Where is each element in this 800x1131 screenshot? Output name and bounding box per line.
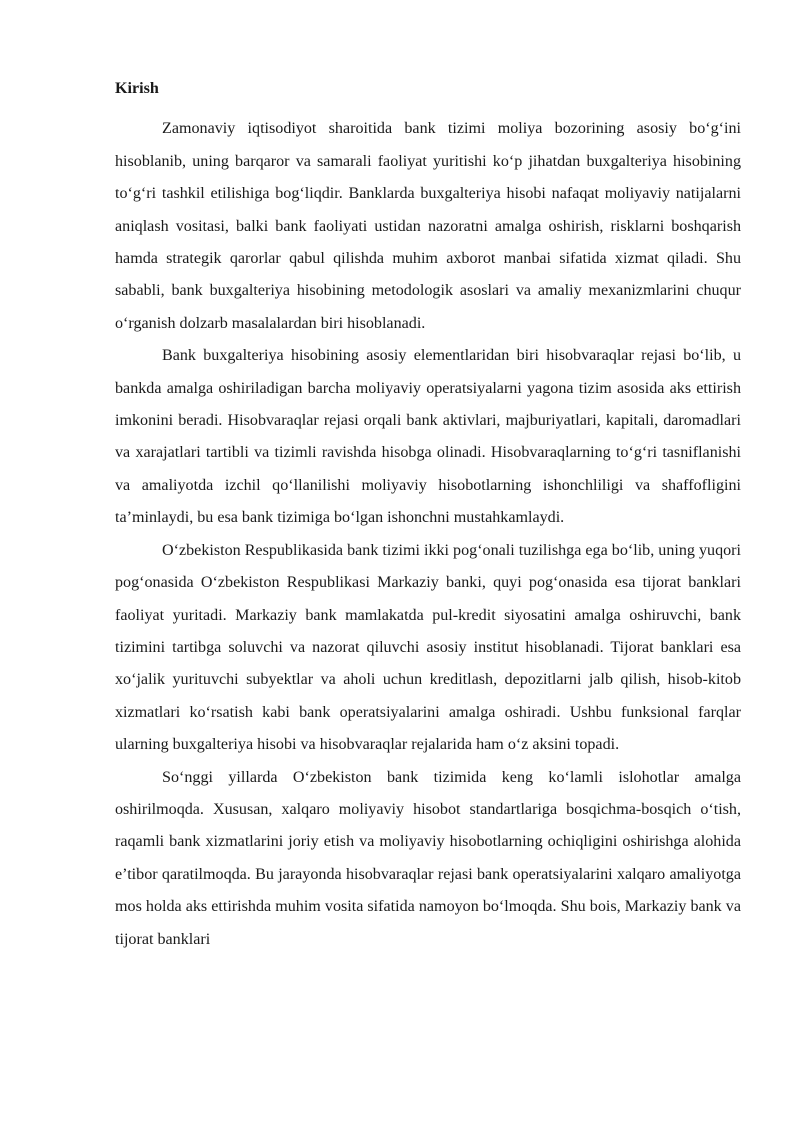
paragraph-1: Zamonaviy iqtisodiyot sharoitida bank tizimi moliya bozorining asosiy bo‘g‘ini hisoblanib, uning barqaror va samarali faoliyat yuritishi ko‘p jihatdan buxgalteriya hisobining to‘g‘ri tashkil etilishiga bog‘liqdir. Banklarda buxgalteriya hisobi nafaqat moliyaviy natijalarni aniqlash vositasi, balki bank faoliyati ustidan nazoratni amalga oshirish, risklarni boshqarish hamda strategik qarorlar qabul qilishda muhim axborot manbai sifatida xizmat qiladi. Shu sababli, bank buxgalteriya hisobining metodologik asoslari va amaliy mexanizmlarini chuqur o‘rganish dolzarb masalalardan biri hisoblanadi. [115, 120, 741, 332]
paragraph-3: O‘zbekiston Respublikasida bank tizimi ikki pog‘onali tuzilishga ega bo‘lib, uning yuqori pog‘onasida O‘zbekiston Respublikasi Markaziy banki, quyi pog‘onasida esa tijorat banklari faoliyat yuritadi. Markaziy bank mamlakatda pul-kredit siyosatini amalga oshiruvchi, bank tizimini tartibga soluvchi va nazorat qiluvchi asosiy institut hisoblanadi. Tijorat banklari esa xo‘jalik yurituvchi subyektlar va aholi uchun kreditlash, depozitlarni jalb qilish, hisob-kitob xizmatlari ko‘rsatish kabi bank operatsiyalarini amalga oshiradi. Ushbu funksional farqlar ularning buxgalteriya hisobi va hisobvaraqlar rejalarida ham o‘z aksini topadi. [115, 541, 741, 754]
document-body [115, 73, 741, 956]
paragraph-2: Bank buxgalteriya hisobining asosiy elementlaridan biri hisobvaraqlar rejasi bo‘lib, u bankda amalga oshiriladigan barcha moliyaviy operatsiyalarni yagona tizim asosida aks ettirish imkonini beradi. Hisobvaraqlar rejasi orqali bank aktivlari, majburiyatlari, kapitali, daromadlari va xarajatlari tartibli va tizimli ravishda hisobga olinadi. Hisobvaraqlarning to‘g‘ri tasniflanishi va amaliyotda izchil qo‘llanilishi moliyaviy hisobotlarning ishonchliligi va shaffofligini ta’minlaydi, bu esa bank tizimiga bo‘lgan ishonchni mustahkamlaydi. [115, 347, 741, 527]
section-heading: Kirish [115, 80, 159, 97]
paragraph-4: So‘nggi yillarda O‘zbekiston bank tizimida keng ko‘lamli islohotlar amalga oshirilmoqda. Xususan, xalqaro moliyaviy hisobot standartlariga bosqichma-bosqich o‘tish, raqamli bank xizmatlarini joriy etish va moliyaviy hisobotlarning ochiqligini oshirishga alohida e’tibor qaratilmoqda. Bu jarayonda hisobvaraqlar rejasi bank operatsiyalarini xalqaro amaliyotga mos holda aks ettirishda muhim vosita sifatida namoyon bo‘lmoqda. Shu bois, Markaziy bank va tijorat banklari [115, 768, 741, 948]
